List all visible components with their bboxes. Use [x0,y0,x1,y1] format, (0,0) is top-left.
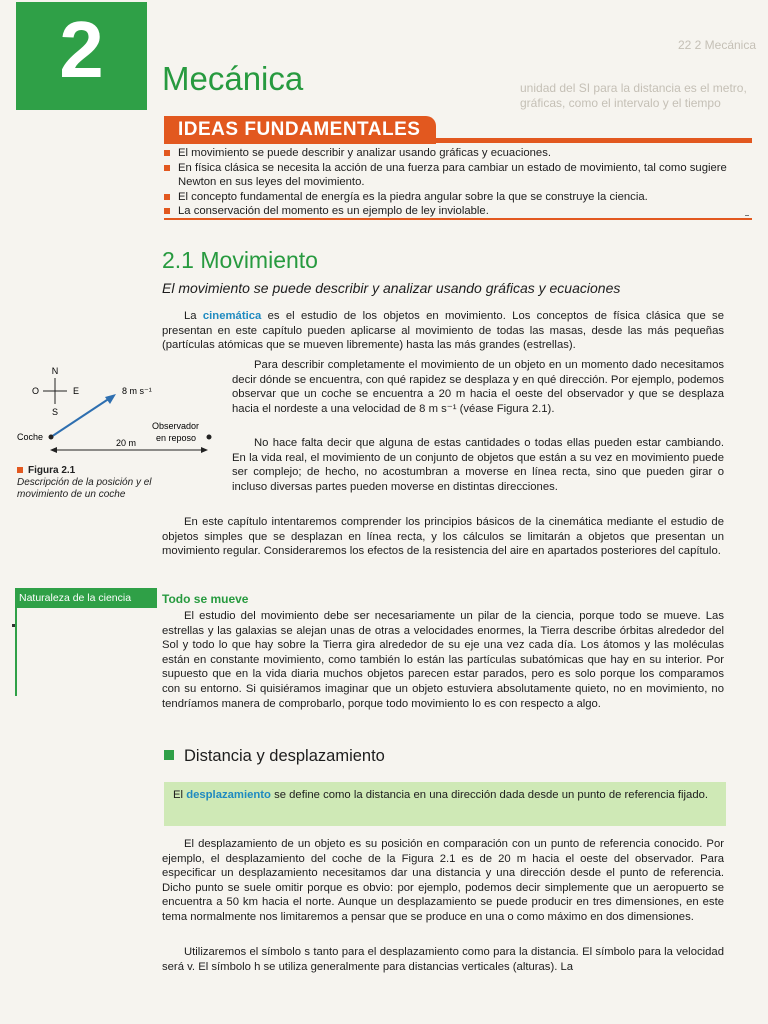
distance-heading [164,747,385,766]
nature-of-science-tag: Naturaleza de la ciencia [15,588,157,608]
distance-arrow-left [50,447,57,453]
displacement-keyword: desplazamiento [186,789,271,801]
kinematics-keyword: cinemática [202,310,262,322]
section-title: 2.1 Movimiento [162,247,318,273]
bleed-line: unidad del SI para la distancia es el metro, [520,81,747,95]
nature-of-science-rule [15,608,17,696]
figure-caption [17,465,167,501]
ideas-item: En física clásica se necesita la acción de una fuerza para cambiar un estado de movimiento, tal como sugiere Newton en sus leyes del movimiento. [162,161,752,190]
bleed-line: 22 2 Mecánica [677,38,756,52]
ideas-item: El movimiento se puede describir y analizar usando gráficas y ecuaciones. [162,146,752,161]
margin-mark [745,215,749,216]
todo-paragraph: El estudio del movimiento debe ser necesariamente un pilar de la ciencia, porque todo se mueve. Las estrellas y las galaxias se alejan unas de otras a velocidades enormes, la Tierra describe órbitas alrededor del Sol y todo lo que hay sobre la Tierra gira alrededor de su eje una vez cada día. Los átomos y las moléculas están en constante movimiento, como también lo están las partículas subatómicas que hay en su interior. Por supuesto que en la vida diaria muchos objetos parecen estar parados, pero es solo porque los comparamos con su entorno. Si quisiéramos imaginar que un objeto estuviera absolutamente quieto, no en movimiento, no tendríamos manera de comprobarlo, porque todo movimiento lo es con respecto a algo. [162,610,724,710]
ideas-item: La conservación del momento es un ejemplo de ley inviolable. [162,204,752,219]
definition-box [164,782,726,826]
distance-heading-text: Distancia y desplazamiento [184,747,385,765]
observer-label-2: en reposo [156,433,197,443]
compass-north: N [51,366,59,376]
car-label: Coche [17,432,44,442]
figure-2-1-diagram [12,356,222,456]
ideas-item: El concepto fundamental de energía es la piedra angular sobre la que se construye la ciencia. [162,190,752,205]
todo-heading: Todo se mueve [162,592,249,606]
definition-pre: El [173,789,187,801]
compass-east: E [73,386,80,396]
margin-mark [12,624,15,627]
compass-icon [32,366,79,417]
ideas-bottom-rule [164,218,752,220]
intro-post: es el estudio de los objetos en movimiento. Los conceptos de física clásica que se presentan en este capítulo pueden aplicarse al movimiento de todas las masas, desde las más pequeñas (partículas atómicas que se mueven libremente) hasta las más grandes (estrellas). [162,310,724,352]
chapter-title: Mecánica [162,60,304,97]
ideas-heading: IDEAS FUNDAMENTALES [164,116,436,144]
distance-label: 20 m [116,438,137,448]
figure-label: Figura 2.1 [17,465,75,476]
compass-west: O [32,386,40,396]
describe-paragraph: Para describir completamente el movimiento de un objeto en un momento dado necesitamos decir dónde se encuentra, con qué rapidez se desplaza y en qué dirección. Por ejemplo, podemos observar que un coche se encuentra a 20 m hacia el oeste del observador y que se desplaza hacia el nordeste a una velocidad de 8 m s⁻¹ (véase Figura 2.1). [232,359,724,415]
compass-south: S [51,407,59,417]
velocity-arrowhead [105,394,116,404]
nohace-paragraph: No hace falta decir que alguna de estas cantidades o todas ellas pueden estar cambiando. En la vida real, el movimiento de un conjunto de objetos que están a su vez en movimiento puede ser complejo; de hecho, no acostumbran a moverse en línea recta, sino que pueden girar o incluso diversas partes pueden moverse en distintas direcciones. [232,437,724,493]
speed-label: 8 m s⁻¹ [122,386,152,396]
observer-dot [207,435,212,440]
heading-square-icon [164,750,174,760]
velocity-arrow [51,398,110,437]
car-dot [49,435,54,440]
observer-label-1: Observador [152,421,200,431]
bleed-through-text [520,38,760,111]
chapter-scope-paragraph: En este capítulo intentaremos comprender los principios básicos de la cinemática mediante el estudio de objetos simples que se desplazan en línea recta, y los cálculos se limitarán a objetos que presentan un movimiento regular. Consideraremos los efectos de la resistencia del aire en apartados posteriores del capítulo. [162,516,724,558]
intro-pre: La [184,310,203,322]
ideas-list [162,146,752,219]
figure-description: Descripción de la posición y el movimiento de un coche [17,477,152,500]
symbol-paragraph: Utilizaremos el símbolo s tanto para el desplazamiento como para la distancia. El símbolo para la velocidad será v. El símbolo h se utiliza generalmente para distancias verticales (alturas). La [162,946,724,973]
bleed-line: gráficas, como el intervalo y el tiempo [520,96,721,110]
definition-post: se define como la distancia en una dirección dada desde un punto de referencia fijado. [270,789,709,801]
section-subtitle: El movimiento se puede describir y analizar usando gráficas y ecuaciones [162,280,621,296]
displacement-paragraph: El desplazamiento de un objeto es su posición en comparación con un punto de referencia conocido. Por ejemplo, el desplazamiento del coche de la Figura 2.1 es de 20 m hacia el oeste del observador. Para especificar un desplazamiento necesitamos dar una distancia y una dirección desde el punto de referencia. Dicho punto se suele omitir porque es obvio: por ejemplo, podemos decir simplemente que un aeropuerto se encuentra a 50 km hacia el norte. Aunque un desplazamiento se puede producir en tres dimensiones, en este tema normalmente nos limitaremos a pensar que se produce en una o como máximo en dos dimensiones. [162,838,724,923]
chapter-number: 2 [59,5,104,94]
intro-paragraph [162,309,724,353]
distance-arrow-right [201,447,208,453]
